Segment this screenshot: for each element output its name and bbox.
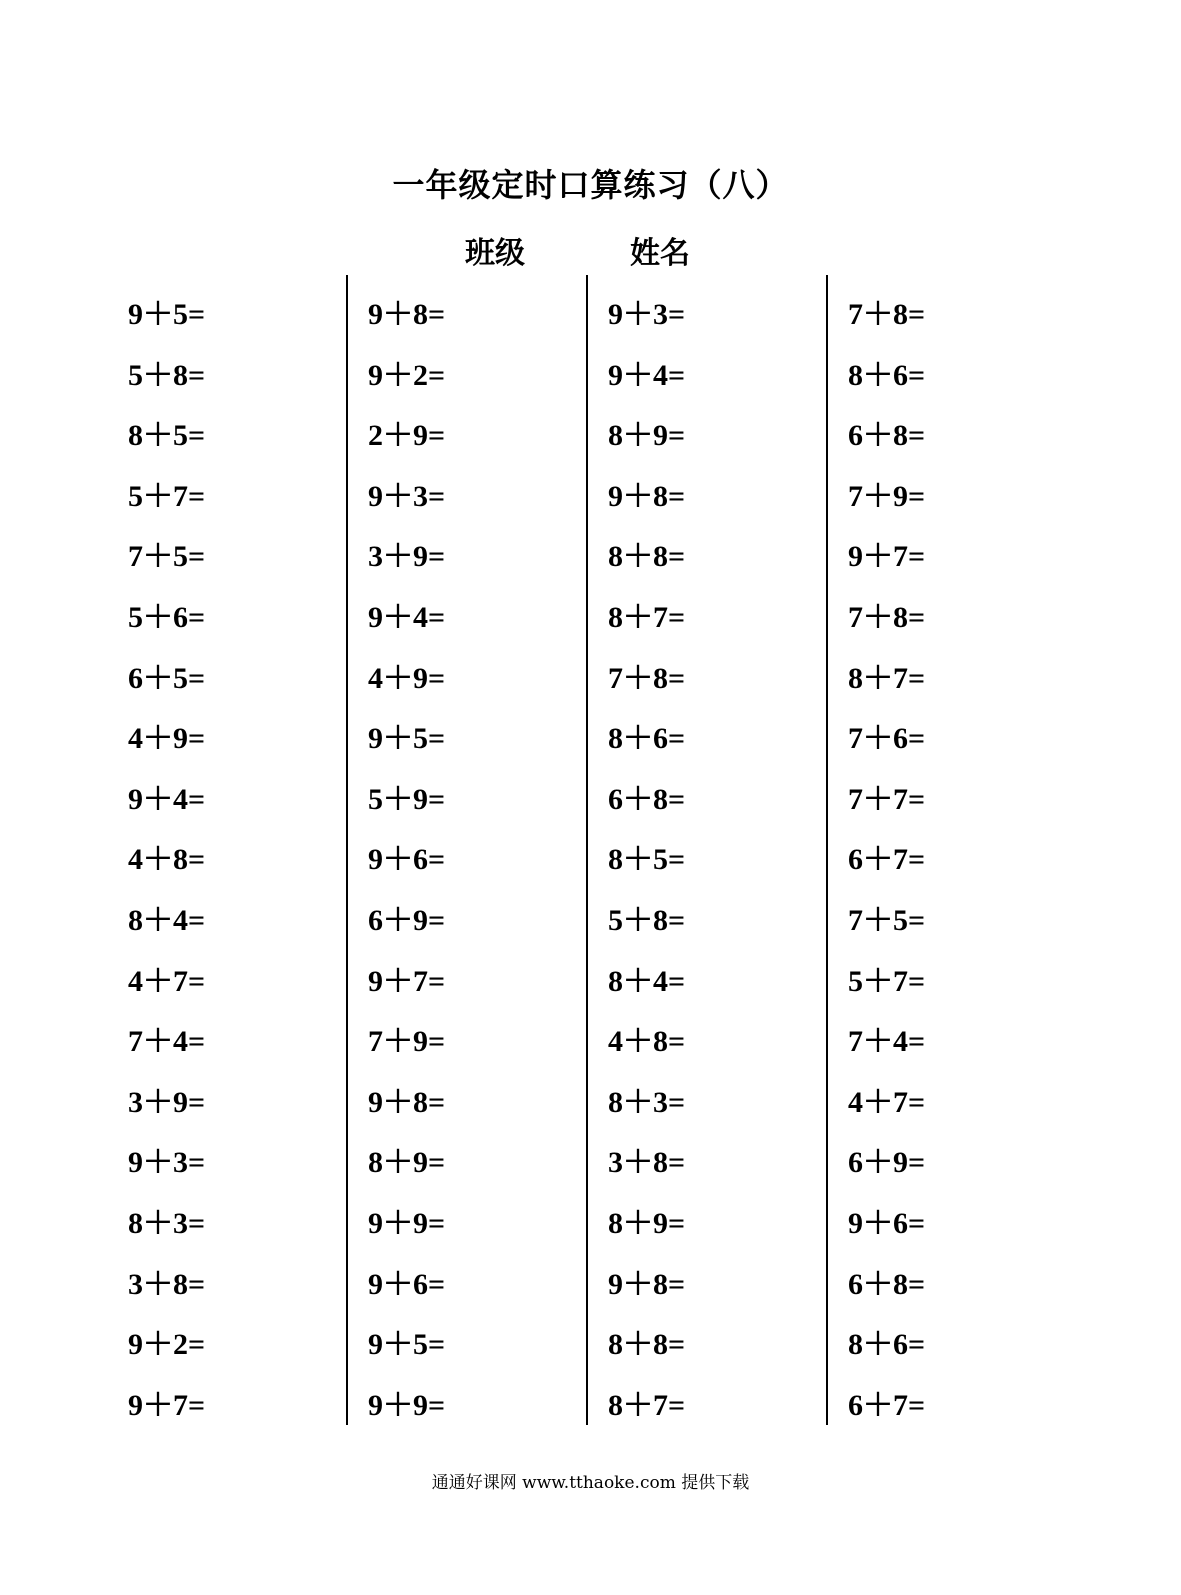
math-problem: 3＋8= <box>608 1146 686 1180</box>
math-problem: 9＋4= <box>608 358 686 392</box>
math-problem: 7＋7= <box>848 782 926 816</box>
math-problem: 8＋4= <box>128 903 206 937</box>
math-problem: 9＋7= <box>368 964 446 998</box>
math-problem: 4＋7= <box>848 1085 926 1119</box>
math-problem: 6＋7= <box>848 1388 926 1422</box>
math-problem: 8＋9= <box>608 419 686 453</box>
math-problem: 9＋3= <box>128 1146 206 1180</box>
math-problem: 8＋5= <box>128 419 206 453</box>
math-problem: 7＋6= <box>848 722 926 756</box>
math-problem: 8＋7= <box>848 661 926 695</box>
math-problem: 8＋5= <box>608 843 686 877</box>
math-problem: 6＋9= <box>848 1146 926 1180</box>
math-problem: 7＋5= <box>128 540 206 574</box>
math-problem: 6＋8= <box>848 419 926 453</box>
class-label: 班级 <box>465 236 525 271</box>
math-problem: 5＋6= <box>128 600 206 634</box>
math-problem: 8＋7= <box>608 1388 686 1422</box>
math-problem: 8＋6= <box>848 1328 926 1362</box>
math-problem: 7＋9= <box>368 1025 446 1059</box>
math-problem: 9＋6= <box>368 1267 446 1301</box>
math-problem: 9＋2= <box>128 1328 206 1362</box>
problem-column-3 <box>608 285 838 1436</box>
math-problem: 5＋8= <box>128 358 206 392</box>
problem-column-2 <box>368 285 598 1436</box>
math-problem: 9＋8= <box>608 1267 686 1301</box>
math-problem: 9＋2= <box>368 358 446 392</box>
math-problem: 8＋8= <box>608 540 686 574</box>
math-problem: 9＋8= <box>368 298 446 331</box>
math-problem: 9＋6= <box>848 1206 926 1240</box>
math-problem: 6＋7= <box>848 843 926 877</box>
math-problem: 5＋8= <box>608 903 686 937</box>
student-info-row <box>0 228 1181 271</box>
math-problem: 9＋4= <box>128 782 206 816</box>
math-problem: 6＋8= <box>848 1267 926 1301</box>
worksheet-title: 一年级定时口算练习（八） <box>392 166 789 204</box>
math-problem: 8＋9= <box>368 1146 446 1180</box>
math-problem: 7＋8= <box>848 298 926 331</box>
math-problem: 8＋6= <box>848 358 926 392</box>
math-problem: 8＋4= <box>608 964 686 998</box>
math-problem: 3＋9= <box>128 1085 206 1119</box>
math-problem: 8＋9= <box>608 1206 686 1240</box>
math-problem: 9＋6= <box>368 843 446 877</box>
math-problem: 9＋7= <box>848 540 926 574</box>
math-problem: 5＋9= <box>368 782 446 816</box>
math-problem: 9＋9= <box>368 1206 446 1240</box>
math-problem: 9＋3= <box>608 298 686 331</box>
math-problem: 9＋5= <box>368 1328 446 1362</box>
name-label: 姓名 <box>630 236 690 271</box>
math-problem: 7＋8= <box>608 661 686 695</box>
problem-column-4 <box>848 285 1078 1436</box>
math-problem: 9＋8= <box>608 479 686 513</box>
math-problem: 9＋5= <box>128 298 206 331</box>
math-problem: 4＋8= <box>608 1025 686 1059</box>
math-problem: 4＋7= <box>128 964 206 998</box>
math-problem: 9＋5= <box>368 722 446 756</box>
math-problem: 9＋3= <box>368 479 446 513</box>
math-problem: 5＋7= <box>128 479 206 513</box>
math-problem: 7＋4= <box>848 1025 926 1059</box>
math-problem: 8＋8= <box>608 1328 686 1362</box>
math-problem: 4＋9= <box>128 722 206 756</box>
math-problem: 9＋4= <box>368 600 446 634</box>
math-problem: 8＋6= <box>608 722 686 756</box>
math-problem: 8＋3= <box>128 1206 206 1240</box>
math-problem: 9＋9= <box>368 1388 446 1422</box>
math-problem: 4＋9= <box>368 661 446 695</box>
math-problem: 9＋8= <box>368 1085 446 1119</box>
math-problem: 8＋7= <box>608 600 686 634</box>
math-problem: 6＋5= <box>128 661 206 695</box>
math-problem: 7＋9= <box>848 479 926 513</box>
math-problem: 4＋8= <box>128 843 206 877</box>
math-problem: 2＋9= <box>368 419 446 453</box>
problem-column-1 <box>128 285 358 1436</box>
math-problem: 8＋3= <box>608 1085 686 1119</box>
math-problem: 3＋9= <box>368 540 446 574</box>
footer-credit: 通通好课网 www.tthaoke.com 提供下载 <box>431 1473 750 1493</box>
math-problem: 6＋8= <box>608 782 686 816</box>
math-problem: 9＋7= <box>128 1388 206 1422</box>
math-problem: 7＋8= <box>848 600 926 634</box>
math-problem: 7＋5= <box>848 903 926 937</box>
math-problem: 3＋8= <box>128 1267 206 1301</box>
problem-grid <box>0 275 1181 1425</box>
math-problem: 7＋4= <box>128 1025 206 1059</box>
math-problem: 6＋9= <box>368 903 446 937</box>
math-problem: 5＋7= <box>848 964 926 998</box>
